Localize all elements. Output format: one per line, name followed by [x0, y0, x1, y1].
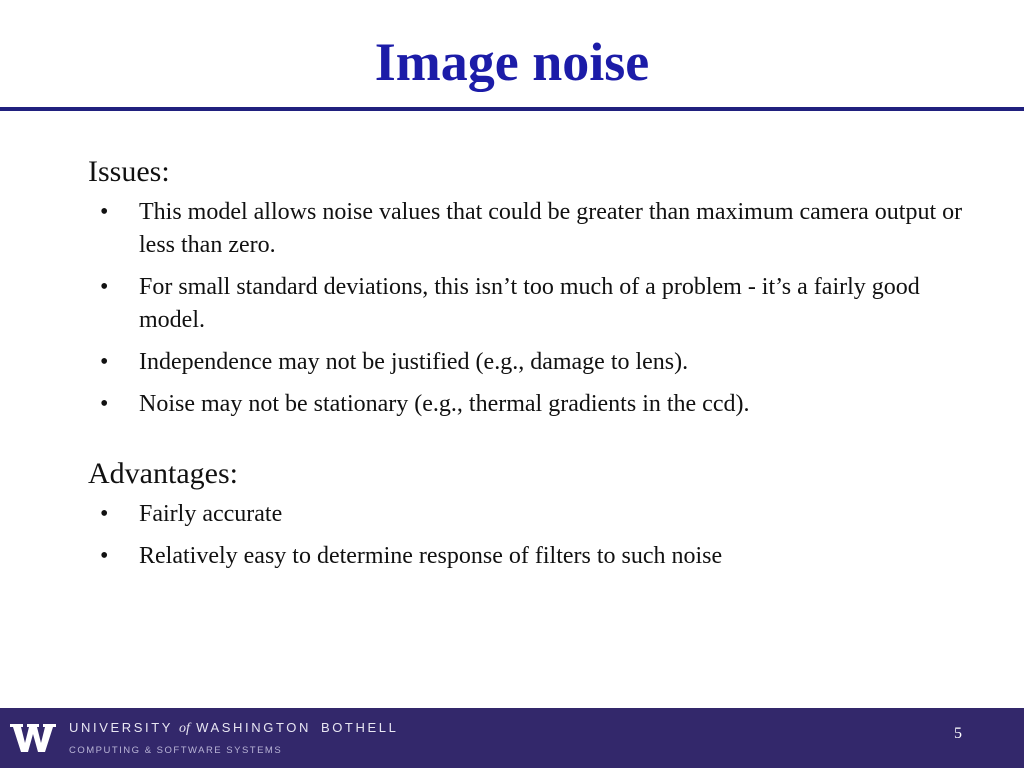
bullet-item	[88, 196, 968, 262]
bullet-text: Relatively easy to determine response of filters to such noise	[139, 543, 723, 569]
slide-title: Image noise	[374, 32, 650, 92]
section-issues	[88, 152, 968, 421]
bullet-dot-icon: •	[100, 543, 109, 569]
bullet-item	[88, 540, 968, 573]
section-heading-advantages: Advantages:	[88, 457, 238, 490]
campus-name: BOTHELL	[320, 720, 399, 735]
bullet-list-issues	[88, 196, 968, 421]
university-suffix: WASHINGTON	[196, 720, 311, 735]
section-advantages	[88, 454, 968, 573]
bullet-item	[88, 388, 968, 421]
university-prefix: UNIVERSITY	[69, 720, 173, 735]
slide-body	[88, 152, 968, 582]
bullet-dot-icon: •	[100, 349, 109, 375]
bullet-text: This model allows noise values that could be greater than maximum camera output or less than zero.	[139, 199, 963, 258]
slide-number: 5	[954, 725, 962, 742]
bullet-text: Fairly accurate	[139, 501, 283, 527]
bullet-text: Noise may not be stationary (e.g., thermal gradients in the ccd).	[139, 391, 750, 417]
bullet-item	[88, 346, 968, 379]
title-divider	[0, 107, 1024, 111]
bullet-dot-icon: •	[100, 391, 109, 417]
bullet-list-advantages	[88, 498, 968, 573]
footer-bar	[0, 708, 1024, 768]
university-name	[69, 720, 398, 737]
uw-w-logo-icon	[10, 722, 56, 754]
bullet-dot-icon: •	[100, 501, 109, 527]
section-spacer	[88, 430, 968, 454]
department-name: COMPUTING & SOFTWARE SYSTEMS	[69, 745, 283, 756]
bullet-item	[88, 498, 968, 531]
bullet-text: Independence may not be justified (e.g., damage to lens).	[139, 349, 689, 375]
university-of: of	[179, 721, 190, 736]
bullet-dot-icon: •	[100, 199, 109, 225]
bullet-text: For small standard deviations, this isn’t too much of a problem - it’s a fairly good model.	[139, 274, 920, 333]
bullet-dot-icon: •	[100, 274, 109, 300]
bullet-item	[88, 271, 968, 337]
section-heading-issues: Issues:	[88, 155, 170, 188]
